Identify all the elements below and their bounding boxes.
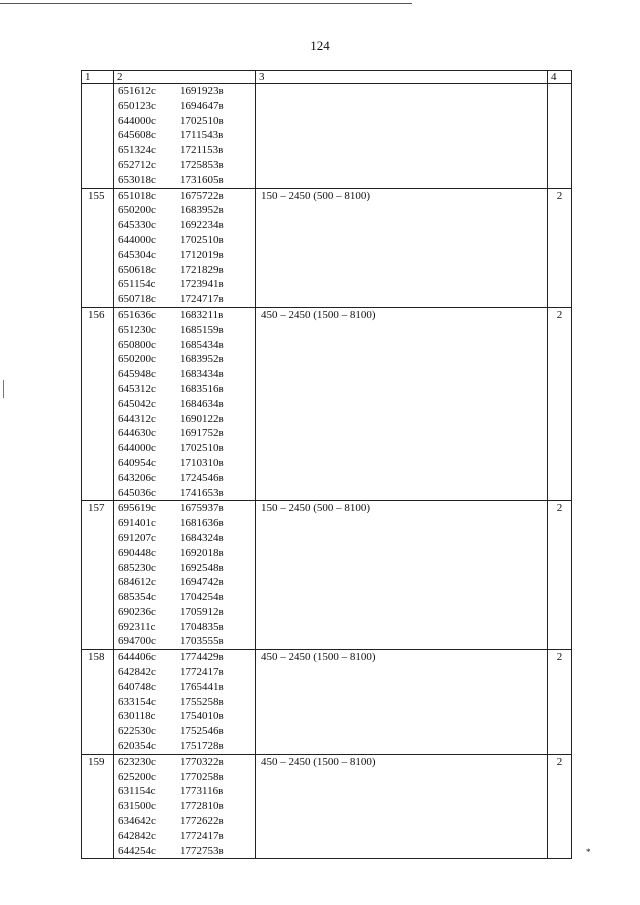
row-number: 156 [82, 307, 114, 500]
coordinate-pair [114, 218, 255, 233]
longitude-value: 1694742в [180, 576, 224, 589]
latitude-value: 644312с [118, 412, 156, 425]
value-cell [548, 84, 572, 189]
coordinate-pair [114, 143, 255, 158]
longitude-value: 1765441в [180, 680, 224, 693]
latitude-value: 634642с [118, 815, 156, 828]
coordinate-pair [114, 203, 255, 218]
longitude-value: 1721153в [180, 144, 224, 157]
coordinate-pair [114, 561, 255, 576]
latitude-value: 651230с [118, 323, 156, 336]
latitude-value: 651154с [118, 278, 156, 291]
longitude-value: 1691923в [180, 85, 224, 97]
coordinates-cell [114, 84, 256, 189]
coordinate-pair [114, 575, 255, 590]
latitude-value: 644254с [118, 844, 156, 857]
longitude-value: 1752546в [180, 725, 224, 738]
coordinate-pair [114, 84, 255, 99]
latitude-value: 645330с [118, 219, 156, 232]
latitude-value: 690236с [118, 605, 156, 618]
latitude-value: 620354с [118, 740, 156, 753]
longitude-value: 1724546в [180, 471, 224, 484]
header-row [82, 71, 572, 84]
range-cell: 450 – 2450 (1500 – 8100) [256, 307, 548, 500]
longitude-value: 1683516в [180, 382, 224, 395]
longitude-value: 1684634в [180, 397, 224, 410]
longitude-value: 1683434в [180, 368, 224, 381]
latitude-value: 684612с [118, 576, 156, 589]
latitude-value: 625200с [118, 770, 156, 783]
coordinate-pair [114, 233, 255, 248]
coordinates-cell [114, 650, 256, 755]
coordinate-pair [114, 755, 255, 770]
coordinate-pair [114, 173, 255, 188]
coordinate-pair [114, 634, 255, 649]
latitude-value: 644000с [118, 114, 156, 127]
coordinates-cell [114, 501, 256, 650]
longitude-value: 1703555в [180, 635, 224, 648]
longitude-value: 1773116в [180, 785, 224, 798]
coordinate-pair [114, 397, 255, 412]
longitude-value: 1770322в [180, 755, 224, 768]
latitude-value: 650200с [118, 353, 156, 366]
coordinate-pair [114, 665, 255, 680]
latitude-value: 685354с [118, 591, 156, 604]
coordinate-pair [114, 114, 255, 129]
coordinate-pair [114, 128, 255, 143]
header-col-4: 4 [548, 71, 572, 84]
latitude-value: 630118с [118, 710, 156, 723]
latitude-value: 645948с [118, 368, 156, 381]
longitude-value: 1772753в [180, 844, 224, 857]
coordinate-pair [114, 292, 255, 307]
longitude-value: 1685434в [180, 338, 224, 351]
coordinate-pair [114, 829, 255, 844]
latitude-value: 650800с [118, 338, 156, 351]
longitude-value: 1692234в [180, 219, 224, 232]
longitude-value: 1685159в [180, 323, 224, 336]
stray-mark: * [586, 847, 591, 857]
longitude-value: 1710310в [180, 456, 224, 469]
table-row [82, 188, 572, 307]
latitude-value: 691207с [118, 531, 156, 544]
range-cell: 450 – 2450 (1500 – 8100) [256, 650, 548, 755]
longitude-value: 1675722в [180, 189, 224, 202]
coordinate-pair [114, 338, 255, 353]
coordinate-pair [114, 709, 255, 724]
coordinates-cell [114, 307, 256, 500]
header-col-3: 3 [256, 71, 548, 84]
longitude-value: 1724717в [180, 293, 224, 306]
longitude-value: 1705912в [180, 605, 224, 618]
latitude-value: 623230с [118, 755, 156, 768]
longitude-value: 1772810в [180, 800, 224, 813]
longitude-value: 1725853в [180, 158, 224, 171]
header-col-1: 1 [82, 71, 114, 84]
longitude-value: 1772417в [180, 829, 224, 842]
coordinate-pair [114, 441, 255, 456]
longitude-value: 1675937в [180, 502, 224, 515]
coordinate-pair [114, 382, 255, 397]
latitude-value: 651324с [118, 144, 156, 157]
row-number: 155 [82, 188, 114, 307]
top-rule [0, 3, 412, 4]
range-cell: 450 – 2450 (1500 – 8100) [256, 754, 548, 859]
coordinate-pair [114, 323, 255, 338]
coordinate-pair [114, 695, 255, 710]
table-row [82, 754, 572, 859]
longitude-value: 1702510в [180, 442, 224, 455]
latitude-value: 690448с [118, 546, 156, 559]
longitude-value: 1770258в [180, 770, 224, 783]
row-number [82, 84, 114, 189]
latitude-value: 633154с [118, 695, 156, 708]
longitude-value: 1691752в [180, 427, 224, 440]
longitude-value: 1731605в [180, 173, 224, 186]
coordinate-pair [114, 277, 255, 292]
coordinates-cell [114, 188, 256, 307]
latitude-value: 631500с [118, 800, 156, 813]
table-row [82, 84, 572, 189]
longitude-value: 1692018в [180, 546, 224, 559]
longitude-value: 1772622в [180, 815, 224, 828]
table-row [82, 501, 572, 650]
coordinate-pair [114, 590, 255, 605]
latitude-value: 650123с [118, 99, 156, 112]
latitude-value: 651018с [118, 189, 156, 202]
coordinate-pair [114, 680, 255, 695]
longitude-value: 1683211в [180, 308, 224, 321]
coordinate-pair [114, 263, 255, 278]
longitude-value: 1755258в [180, 695, 224, 708]
latitude-value: 643206с [118, 471, 156, 484]
longitude-value: 1702510в [180, 233, 224, 246]
latitude-value: 622530с [118, 725, 156, 738]
coordinate-pair [114, 189, 255, 204]
latitude-value: 645312с [118, 382, 156, 395]
coordinate-pair [114, 650, 255, 665]
coordinate-pair [114, 724, 255, 739]
table-body [82, 71, 572, 859]
coordinate-pair [114, 620, 255, 635]
value-cell: 2 [548, 650, 572, 755]
longitude-value: 1681636в [180, 517, 224, 530]
range-cell [256, 84, 548, 189]
latitude-value: 650200с [118, 204, 156, 217]
longitude-value: 1741653в [180, 486, 224, 499]
latitude-value: 650718с [118, 293, 156, 306]
coordinate-pair [114, 456, 255, 471]
latitude-value: 692311с [118, 620, 156, 633]
row-number: 157 [82, 501, 114, 650]
range-cell: 150 – 2450 (500 – 8100) [256, 501, 548, 650]
coordinate-pair [114, 770, 255, 785]
latitude-value: 645304с [118, 248, 156, 261]
latitude-value: 645608с [118, 129, 156, 142]
latitude-value: 653018с [118, 173, 156, 186]
coordinate-pair [114, 546, 255, 561]
longitude-value: 1704254в [180, 591, 224, 604]
table-row [82, 650, 572, 755]
coordinate-pair [114, 308, 255, 323]
longitude-value: 1711543в [180, 129, 224, 142]
latitude-value: 651612с [118, 85, 156, 97]
coordinate-pair [114, 412, 255, 427]
latitude-value: 642842с [118, 666, 156, 679]
latitude-value: 650618с [118, 263, 156, 276]
longitude-value: 1683952в [180, 204, 224, 217]
header-col-2: 2 [114, 71, 256, 84]
latitude-value: 691401с [118, 517, 156, 530]
coordinate-pair [114, 531, 255, 546]
table-row [82, 307, 572, 500]
longitude-value: 1754010в [180, 710, 224, 723]
latitude-value: 685230с [118, 561, 156, 574]
value-cell: 2 [548, 307, 572, 500]
coordinates-table [81, 70, 572, 859]
latitude-value: 644406с [118, 651, 156, 664]
longitude-value: 1694647в [180, 99, 224, 112]
latitude-value: 644000с [118, 442, 156, 455]
latitude-value: 695619с [118, 502, 156, 515]
coordinate-pair [114, 426, 255, 441]
coordinate-pair [114, 367, 255, 382]
latitude-value: 651636с [118, 308, 156, 321]
coordinate-pair [114, 352, 255, 367]
latitude-value: 631154с [118, 785, 156, 798]
row-number: 158 [82, 650, 114, 755]
longitude-value: 1712019в [180, 248, 224, 261]
value-cell: 2 [548, 188, 572, 307]
longitude-value: 1683952в [180, 353, 224, 366]
range-cell: 150 – 2450 (500 – 8100) [256, 188, 548, 307]
longitude-value: 1772417в [180, 666, 224, 679]
value-cell: 2 [548, 501, 572, 650]
longitude-value: 1751728в [180, 740, 224, 753]
latitude-value: 644000с [118, 233, 156, 246]
longitude-value: 1723941в [180, 278, 224, 291]
longitude-value: 1721829в [180, 263, 224, 276]
row-number: 159 [82, 754, 114, 859]
coordinate-pair [114, 158, 255, 173]
coordinate-pair [114, 486, 255, 501]
coordinate-pair [114, 471, 255, 486]
longitude-value: 1704835в [180, 620, 224, 633]
latitude-value: 642842с [118, 829, 156, 842]
coordinate-pair [114, 814, 255, 829]
coordinate-pair [114, 99, 255, 114]
coordinate-pair [114, 784, 255, 799]
coordinate-pair [114, 844, 255, 859]
margin-mark [3, 380, 4, 398]
longitude-value: 1774429в [180, 651, 224, 664]
coordinate-pair [114, 799, 255, 814]
longitude-value: 1684324в [180, 531, 224, 544]
coordinates-cell [114, 754, 256, 859]
longitude-value: 1702510в [180, 114, 224, 127]
coordinate-pair [114, 516, 255, 531]
latitude-value: 644630с [118, 427, 156, 440]
coordinate-pair [114, 739, 255, 754]
latitude-value: 694700с [118, 635, 156, 648]
latitude-value: 640954с [118, 456, 156, 469]
coordinate-pair [114, 501, 255, 516]
latitude-value: 652712с [118, 158, 156, 171]
latitude-value: 640748с [118, 680, 156, 693]
longitude-value: 1690122в [180, 412, 224, 425]
longitude-value: 1692548в [180, 561, 224, 574]
coordinate-pair [114, 248, 255, 263]
latitude-value: 645036с [118, 486, 156, 499]
page-number: 124 [310, 38, 330, 53]
coordinate-pair [114, 605, 255, 620]
latitude-value: 645042с [118, 397, 156, 410]
value-cell: 2 [548, 754, 572, 859]
